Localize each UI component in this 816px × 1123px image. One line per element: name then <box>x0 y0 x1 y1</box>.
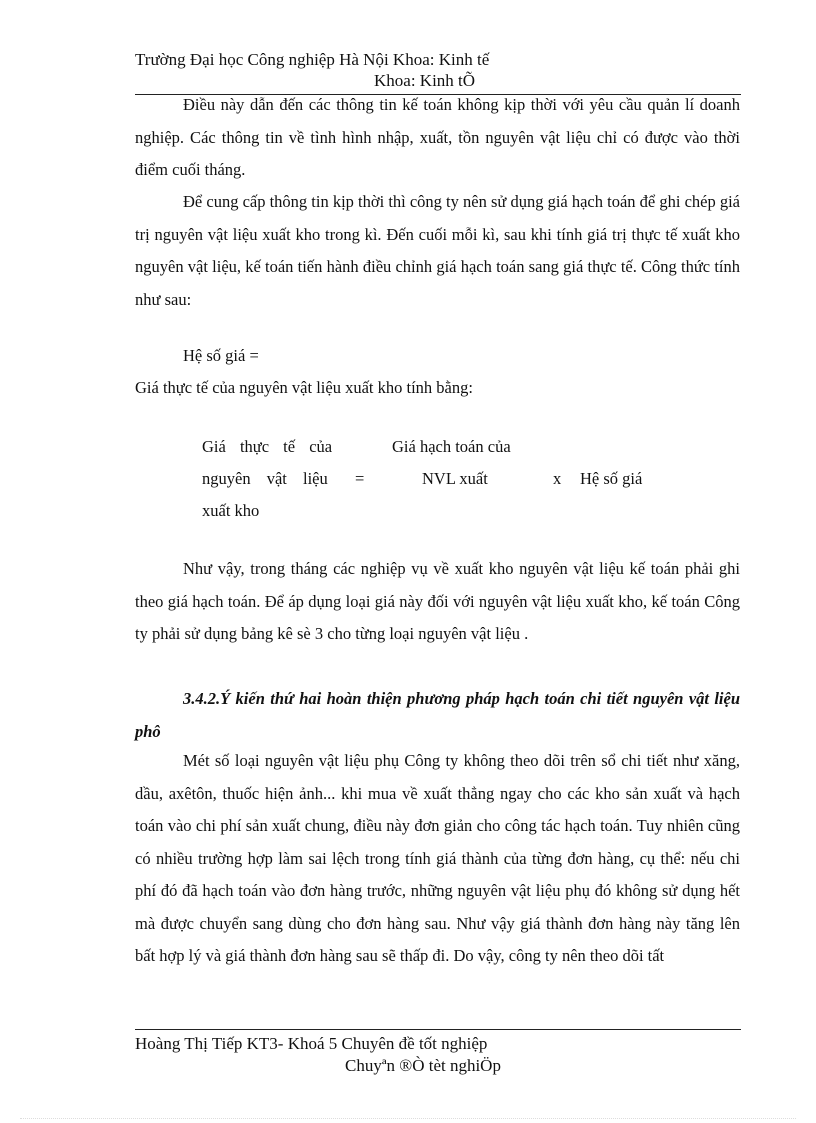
header-line-2: Khoa: Kinh tÕ <box>374 71 476 90</box>
formula-mid-line-2: NVL xuất <box>422 469 488 488</box>
gia-thuc-te-intro: Giá thực tế của nguyên vật liệu xuất kho tính bằng: <box>135 378 473 397</box>
paragraph-2 <box>135 186 740 316</box>
section-heading-text: 3.4.2.Ý kiến thứ hai hoàn thiện phương pháp hạch toán chi tiết nguyên vật liệu phô <box>135 689 740 741</box>
paragraph-4 <box>135 745 740 973</box>
formula-mid-line-1: Giá hạch toán của <box>392 437 511 456</box>
paragraph-3-text: Như vậy, trong tháng các nghiệp vụ về xuất kho nguyên vật liệu kế toán phải ghi theo giá hạch toán. Để áp dụng loại giá này đối với nguyên vật liệu xuất kho, kế toán Công ty phải sử dụng bảng kê sè 3 cho từng loại nguyên vật liệu . <box>135 559 740 643</box>
footer-line-1: Hoàng Thị Tiếp KT3- Khoá 5 Chuyên đề tốt nghiệp <box>135 1034 488 1053</box>
formula-left-line-3: xuất kho <box>202 501 260 520</box>
paragraph-3 <box>135 553 740 651</box>
section-heading <box>135 683 740 748</box>
formula-times: x <box>553 469 562 488</box>
paragraph-1 <box>135 89 740 187</box>
formula-equals: = <box>355 469 365 488</box>
footer-line-2: Chuyªn ®Ò tèt nghiÖp <box>345 1056 501 1075</box>
header-line-1: Trường Đại học Công nghiệp Hà Nội Khoa: Kinh tế <box>135 50 490 69</box>
he-so-gia-label: Hệ số giá = <box>183 346 259 365</box>
footer-rule <box>135 1029 741 1030</box>
paragraph-4-text: Mét số loại nguyên vật liệu phụ Công ty không theo dõi trên sổ chi tiết như xăng, dầu, axêtôn, thuốc hiện ảnh... khi mua về xuất thẳng ngay cho các kho sản xuất và hạch toán vào chi phí sản xuất chung, điều này đơn giản cho công tác hạch toán. Tuy nhiên cũng có nhiều trường hợp làm sai lệch trong tính giá thành của từng đơn hàng, cụ thể: nếu chi phí đó đã hạch toán vào đơn hàng trước, những nguyên vật liệu phụ đó không sử dụng hết mà được chuyển sang dùng cho đơn hàng sau. Như vậy giá thành đơn hàng này tăng lên bất hợp lý và giá thành đơn hàng sau sẽ thấp đi. Do vậy, công ty nên theo dõi tất <box>135 751 740 965</box>
paragraph-1-text: Điều này dẫn đến các thông tin kế toán không kịp thời với yêu cầu quản lí doanh nghiệp. Các thông tin về tình hình nhập, xuất, tồn nguyên vật liệu chỉ có được vào thời điểm cuối tháng. <box>135 95 740 179</box>
formula-right: Hệ số giá <box>580 469 643 488</box>
formula-left-line-2: nguyên vật liệu <box>202 469 328 488</box>
page-bottom-border <box>20 1118 796 1119</box>
paragraph-2-text: Để cung cấp thông tin kịp thời thì công ty nên sử dụng giá hạch toán để ghi chép giá trị nguyên vật liệu xuất kho trong kì. Đến cuối mỗi kì, sau khi tính giá trị thực tế xuất kho nguyên vật liệu, kế toán tiến hành điều chỉnh giá hạch toán sang giá thực tế. Công thức tính như sau: <box>135 192 741 309</box>
formula-left-line-1: Giá thực tế của <box>202 437 333 456</box>
